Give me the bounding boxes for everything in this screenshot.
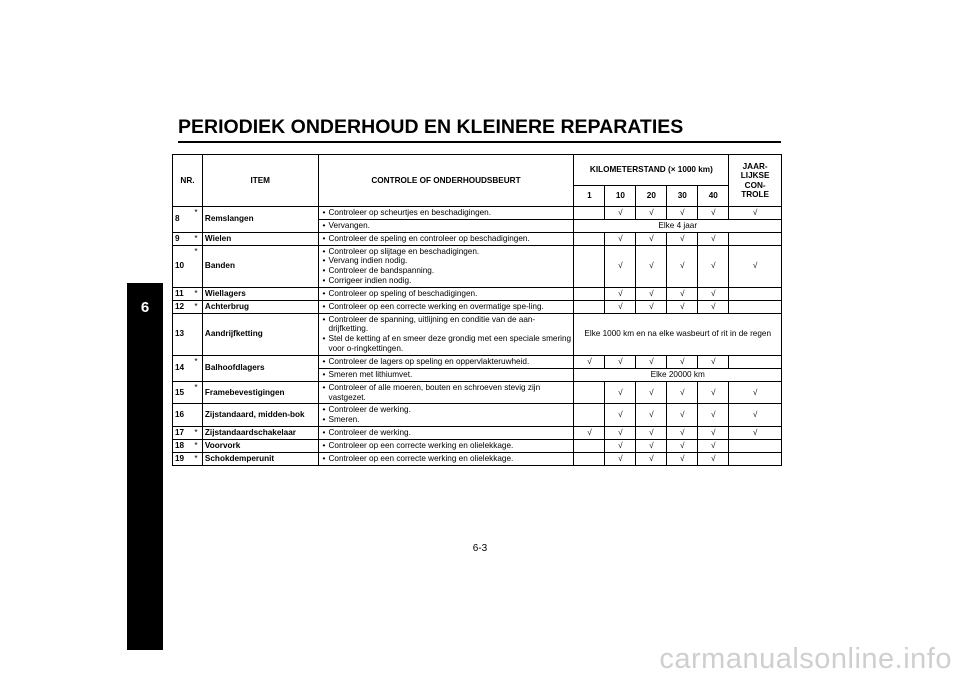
control-line: • Controleer op een correcte werking en olielekkage. (321, 454, 572, 464)
header-nr: NR. (173, 155, 203, 207)
row-control (318, 368, 574, 381)
check-km: √ (667, 300, 698, 313)
chapter-number: 6 (140, 299, 150, 316)
row-number: 10 (173, 245, 191, 287)
table-row (173, 287, 782, 300)
check-yearly (729, 355, 782, 368)
row-control (318, 245, 574, 287)
row-interval-note: Elke 4 jaar (574, 219, 782, 232)
row-star-marker: * (190, 287, 202, 300)
check-km: √ (574, 355, 605, 368)
row-star-marker: * (190, 300, 202, 313)
check-km: √ (667, 287, 698, 300)
watermark: carmanualsonline.info (659, 643, 952, 675)
check-yearly: √ (729, 381, 782, 404)
control-line: • Controleer de speling en controleer op beschadigingen. (321, 234, 572, 244)
control-line: • Stel de ketting af en smeer deze grondig met een speciale smering voor o-ringkettingen. (321, 334, 572, 354)
table-row (173, 232, 782, 245)
row-item: Zijstandaardschakelaar (202, 427, 318, 440)
check-yearly: √ (729, 404, 782, 427)
row-control (318, 207, 574, 220)
check-km (574, 439, 605, 452)
row-number: 8 (173, 207, 191, 233)
check-km: √ (636, 245, 667, 287)
row-item: Banden (202, 245, 318, 287)
control-line: • Controleer de werking. (321, 428, 572, 438)
check-km: √ (636, 355, 667, 368)
check-km: √ (636, 300, 667, 313)
header-kilometerstand: KILOMETERSTAND (× 1000 km) (574, 155, 729, 186)
check-km: √ (636, 287, 667, 300)
table-row (173, 439, 782, 452)
header-km-1: 1 (574, 186, 605, 207)
header-km-10: 10 (605, 186, 636, 207)
row-number: 12 (173, 300, 191, 313)
check-yearly: √ (729, 245, 782, 287)
table-row (173, 355, 782, 368)
check-km: √ (605, 404, 636, 427)
header-yearly: JAAR-LIJKSE CON-TROLE (729, 155, 782, 207)
check-km: √ (636, 427, 667, 440)
check-km: √ (667, 427, 698, 440)
control-line: • Controleer op slijtage en beschadigingen. (321, 247, 572, 257)
row-control (318, 300, 574, 313)
check-km: √ (605, 207, 636, 220)
table-row (173, 404, 782, 427)
check-yearly (729, 232, 782, 245)
check-km (574, 207, 605, 220)
check-km: √ (698, 452, 729, 465)
check-yearly: √ (729, 427, 782, 440)
row-item: Wiellagers (202, 287, 318, 300)
check-km: √ (667, 355, 698, 368)
control-line: • Smeren met lithiumvet. (321, 370, 572, 380)
check-km (574, 232, 605, 245)
title-rule (178, 141, 781, 143)
row-star-marker: * (190, 439, 202, 452)
check-km: √ (698, 381, 729, 404)
row-star-marker (190, 313, 202, 355)
control-line: • Controleer de bandspanning. (321, 266, 572, 276)
check-km: √ (667, 381, 698, 404)
check-km: √ (698, 439, 729, 452)
row-control (318, 452, 574, 465)
row-star-marker: * (190, 207, 202, 233)
row-star-marker: * (190, 232, 202, 245)
row-control (318, 313, 574, 355)
row-number: 19 (173, 452, 191, 465)
control-line: • Controleer de werking. (321, 405, 572, 415)
control-line: • Controleer op een correcte werking en overmatige spe-ling. (321, 302, 572, 312)
row-interval-note: Elke 1000 km en na elke wasbeurt of rit in de regen (574, 313, 782, 355)
row-star-marker (190, 404, 202, 427)
row-star-marker: * (190, 355, 202, 381)
row-star-marker: * (190, 381, 202, 404)
table-row (173, 207, 782, 220)
check-km: √ (605, 452, 636, 465)
control-line: • Controleer op scheurtjes en beschadigingen. (321, 208, 572, 218)
check-km: √ (605, 232, 636, 245)
row-control (318, 219, 574, 232)
row-control (318, 404, 574, 427)
table-body (173, 207, 782, 466)
check-km: √ (667, 452, 698, 465)
header-km-40: 40 (698, 186, 729, 207)
row-star-marker: * (190, 245, 202, 287)
check-km: √ (667, 439, 698, 452)
row-item: Voorvork (202, 439, 318, 452)
check-km: √ (636, 232, 667, 245)
check-yearly: √ (729, 207, 782, 220)
check-km: √ (605, 427, 636, 440)
control-line: • Controleer of alle moeren, bouten en schroeven stevig zijn vastgezet. (321, 383, 572, 403)
table-row (173, 427, 782, 440)
check-km: √ (698, 300, 729, 313)
check-km: √ (574, 427, 605, 440)
control-line: • Smeren. (321, 415, 572, 425)
table-row (173, 381, 782, 404)
check-yearly (729, 300, 782, 313)
check-km (574, 287, 605, 300)
row-number: 17 (173, 427, 191, 440)
page-title: PERIODIEK ONDERHOUD EN KLEINERE REPARATIES (178, 116, 684, 138)
row-number: 9 (173, 232, 191, 245)
check-km: √ (636, 452, 667, 465)
check-km: √ (667, 232, 698, 245)
check-yearly (729, 439, 782, 452)
row-control (318, 287, 574, 300)
check-km: √ (605, 355, 636, 368)
check-km (574, 245, 605, 287)
check-km (574, 404, 605, 427)
control-line: • Controleer de spanning, uitlijning en conditie van de aan-drijfketting. (321, 315, 572, 335)
row-item: Achterbrug (202, 300, 318, 313)
row-control (318, 355, 574, 368)
row-star-marker: * (190, 427, 202, 440)
header-item: ITEM (202, 155, 318, 207)
row-item: Aandrijfketting (202, 313, 318, 355)
chapter-tab (127, 283, 163, 650)
check-km: √ (667, 245, 698, 287)
row-item: Zijstandaard, midden-bok (202, 404, 318, 427)
table-row (173, 245, 782, 287)
row-number: 16 (173, 404, 191, 427)
row-interval-note: Elke 20000 km (574, 368, 782, 381)
row-control (318, 232, 574, 245)
table-row (173, 313, 782, 355)
check-km: √ (667, 207, 698, 220)
control-line: • Controleer op een correcte werking en olielekkage. (321, 441, 572, 451)
control-line: • Vervangen. (321, 221, 572, 231)
row-control (318, 439, 574, 452)
row-item: Wielen (202, 232, 318, 245)
control-line: • Vervang indien nodig. (321, 256, 572, 266)
check-km: √ (698, 232, 729, 245)
header-km-30: 30 (667, 186, 698, 207)
row-control (318, 381, 574, 404)
check-km: √ (636, 207, 667, 220)
check-km (574, 381, 605, 404)
row-control (318, 427, 574, 440)
check-km: √ (636, 404, 667, 427)
check-km: √ (605, 300, 636, 313)
row-number: 11 (173, 287, 191, 300)
page-number: 6-3 (472, 543, 488, 554)
row-number: 18 (173, 439, 191, 452)
check-km: √ (605, 245, 636, 287)
control-line: • Corrigeer indien nodig. (321, 276, 572, 286)
row-number: 13 (173, 313, 191, 355)
check-km: √ (698, 427, 729, 440)
check-km: √ (698, 245, 729, 287)
check-km: √ (605, 381, 636, 404)
check-km: √ (605, 439, 636, 452)
check-yearly (729, 452, 782, 465)
row-item: Framebevestigingen (202, 381, 318, 404)
header-km-20: 20 (636, 186, 667, 207)
check-km: √ (698, 207, 729, 220)
row-number: 14 (173, 355, 191, 381)
control-line: • Controleer de lagers op speling en oppervlakteruwheid. (321, 357, 572, 367)
row-star-marker: * (190, 452, 202, 465)
check-km: √ (698, 355, 729, 368)
check-km: √ (636, 381, 667, 404)
check-km: √ (636, 439, 667, 452)
row-item: Balhoofdlagers (202, 355, 318, 381)
row-item: Schokdemperunit (202, 452, 318, 465)
table-row (173, 452, 782, 465)
check-km: √ (605, 287, 636, 300)
table-row (173, 300, 782, 313)
row-item: Remslangen (202, 207, 318, 233)
check-km: √ (698, 287, 729, 300)
check-km (574, 300, 605, 313)
header-control: CONTROLE OF ONDERHOUDSBEURT (318, 155, 574, 207)
row-number: 15 (173, 381, 191, 404)
check-yearly (729, 287, 782, 300)
maintenance-table (172, 154, 782, 466)
check-km: √ (667, 404, 698, 427)
control-line: • Controleer op speling of beschadigingen. (321, 289, 572, 299)
check-km: √ (698, 404, 729, 427)
check-km (574, 452, 605, 465)
